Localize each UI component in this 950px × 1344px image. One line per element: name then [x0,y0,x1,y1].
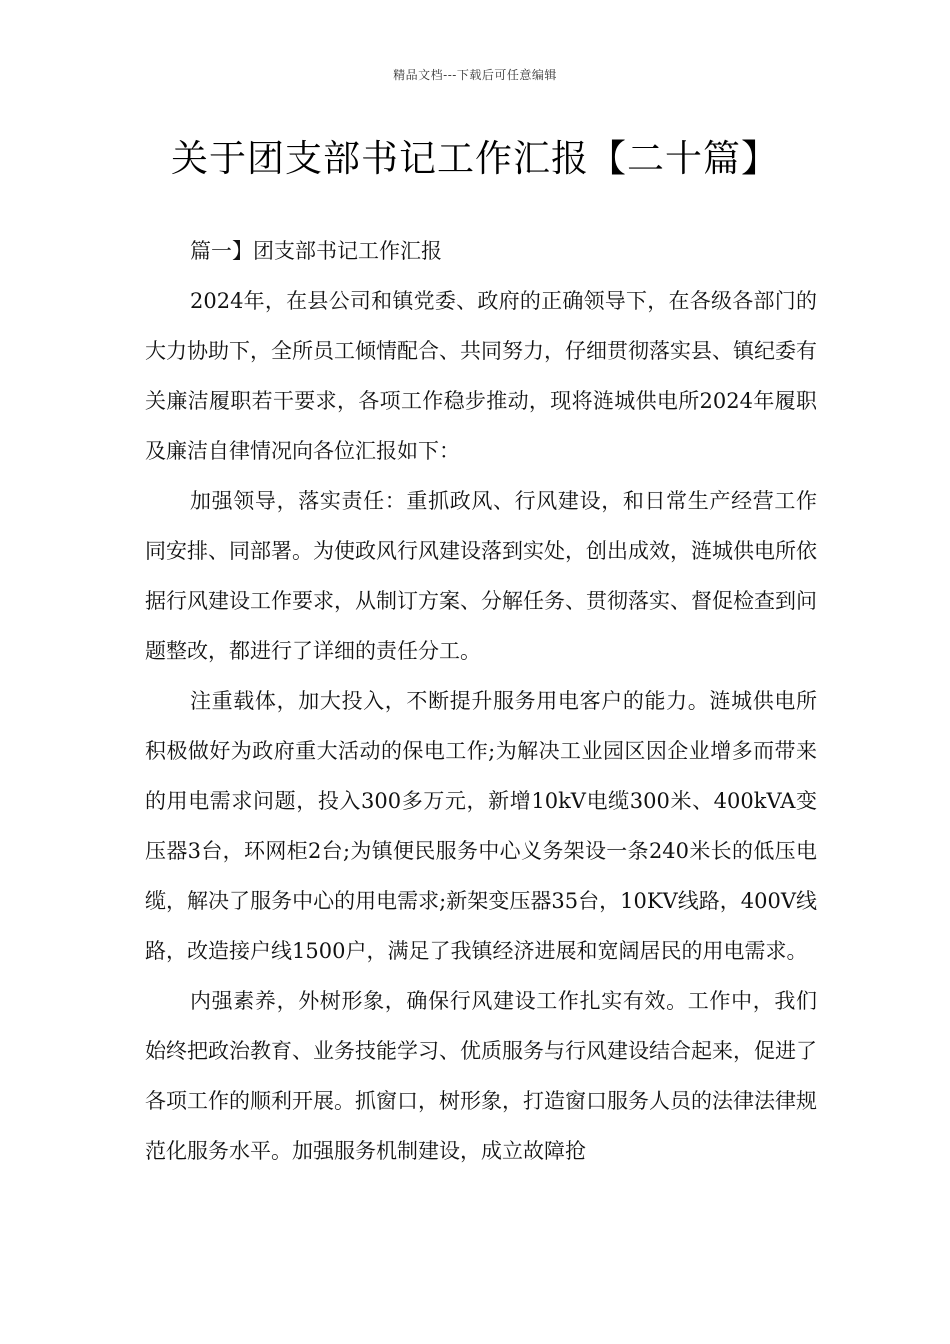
paragraph-4: 内强素养，外树形象，确保行风建设工作扎实有效。工作中，我们始终把政治教育、业务技能学习、优质服务与行风建设结合起来，促进了各项工作的顺利开展。抓窗口，树形象，打造窗口服务人员的法律法律规范化服务水平。加强服务机制建设，成立故障抢 [145,989,817,1163]
header-note: 精品文档---下载后可任意编辑 [393,68,557,82]
paragraph-2: 加强领导，落实责任：重抓政风、行风建设，和日常生产经营工作同安排、同部署。为使政风行风建设落到实处，创出成效，涟城供电所依据行风建设工作要求，从制订方案、分解任务、贯彻落实、督促检查到问题整改，都进行了详细的责任分工。 [145,489,817,663]
section-heading: 篇一】团支部书记工作汇报 [190,239,442,263]
document-title: 关于团支部书记工作汇报【二十篇】 [171,137,779,180]
paragraph-3: 注重载体，加大投入，不断提升服务用电客户的能力。涟城供电所积极做好为政府重大活动的保电工作;为解决工业园区因企业增多而带来的用电需求问题，投入300多万元，新增10kV电缆300米、400kVA变压器3台，环网柜2台;为镇便民服务中心义务架设一条240米长的低压电缆，解决了服务中心的用电需求;新架变压器35台，10KV线路，400V线路，改造接户线1500户，满足了我镇经济进展和宽阔居民的用电需求。 [145,689,817,963]
paragraph-1: 2024年，在县公司和镇党委、政府的正确领导下，在各级各部门的大力协助下，全所员工倾情配合、共同努力，仔细贯彻落实县、镇纪委有关廉洁履职若干要求，各项工作稳步推动，现将涟城供电所2024年履职及廉洁自律情况向各位汇报如下： [145,289,817,463]
document-body [145,226,817,1176]
